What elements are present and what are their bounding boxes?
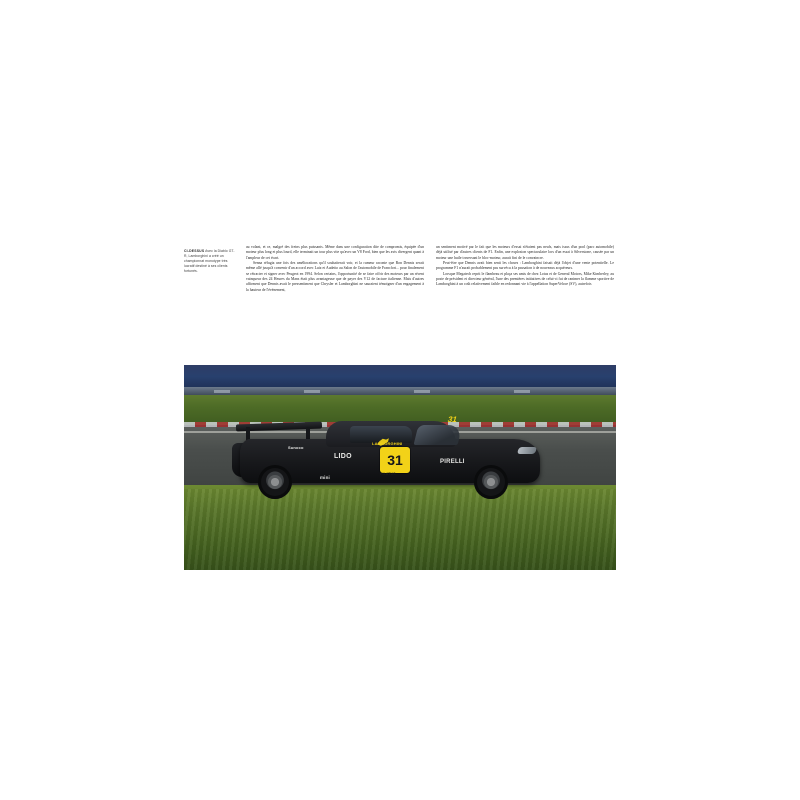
paragraph: Peut-être que Dennis avait bien senti les choses : Lamborghini faisait déjà l'objet d'une vente potentielle. Le programme F1 n'aurait probablement pas survécu à la passation à de nouveaux acquéreurs. <box>436 261 614 271</box>
photo-caption-column <box>184 245 236 278</box>
race-car-photograph <box>184 365 616 570</box>
paragraph: au volant, et ce, malgré des freins plus puissants. Même dans une configuration dite de compromis, équipée d'un moteur plus long et plus lourd, elle terminait un tour plus vite qu'avec un V8 Ford, bien que les avis divergent quant à l'ampleur de cet écart. <box>246 245 424 260</box>
paragraph: Lorsque Megatech reprit le flambeau et plaça ses amis de chez Lotus et de General Motors, Mike Kimberley, au poste de président et directeur général, l'une des premières initiatives de celui-ci fut de ranimer la flamme sportive de Lamborghini à un coût relativement faible en redonnant vie à l'appellation SuperVeloce (SV), autrefois <box>436 271 614 287</box>
article-text-area <box>184 245 616 293</box>
car-windshield <box>414 425 463 445</box>
paragraph: un sentiment motivé par le fait que les moteurs d'essai n'étaient pas neufs, mais issus d'un pool (parc automobile) déjà utilisé par d'autres clients de F1. Enfin, une explosion spectaculaire lors d'un essai à Silverstone, causée par un moteur une huile traversant le bloc-moteur, aurait fini de le convaincre. <box>436 245 614 260</box>
photo-figure <box>184 365 616 570</box>
car-roof-number: 31 <box>446 415 459 424</box>
wheel-hub <box>484 475 498 489</box>
lamborghini-diablo-gtr <box>230 413 550 497</box>
car-race-number: 31 <box>380 447 410 473</box>
caption-lead: CI-DESSUS <box>184 249 205 254</box>
car-rear-wheel <box>258 465 292 499</box>
decal-sunoco: Sunoco <box>288 445 304 450</box>
decal-lamborghini: LAMBORGHINI <box>372 441 403 446</box>
decal-pirelli: PIRELLI <box>440 459 465 465</box>
car-front-wheel <box>474 465 508 499</box>
caption-text: Avec la Diablo GT-R, Lamborghini a créé un championnat monotype très lucratif destiné à ses clients fortunés. <box>184 249 235 274</box>
wheel-hub <box>268 475 282 489</box>
text-column-2 <box>436 245 614 293</box>
text-column-1 <box>246 245 424 293</box>
decal-pilatus: PILATUS <box>380 472 396 476</box>
decal-lido: LIDO <box>334 453 352 460</box>
body-columns <box>246 245 616 293</box>
photo-motion-blur <box>184 489 616 570</box>
car-headlight <box>517 447 537 454</box>
decal-mini: mini <box>320 475 330 480</box>
photo-caption <box>184 249 236 274</box>
paragraph: Senna réfugia une fois des améliorations qu'il souhaiterait voir, et la rumeur raconte que Ron Dennis serait même allé jusqu'à convenir d'un accord avec Luiz et Audetto au Salon de l'automobile de Francfort... pour finalement se rétracter et signer avec Peugeot en 1994. Selon certains, l'opportunité de se faire offrir des moteurs par un récent vainqueur des 24 Heures du Mans était plus avantageuse que de payer des V12 de facture italienne. Mais d'autres affirment que Dennis avait le pressentiment que Chrysler et Lamborghini ne sauraient témoigner d'un engagement à la hauteur de l'événement, <box>246 261 424 292</box>
